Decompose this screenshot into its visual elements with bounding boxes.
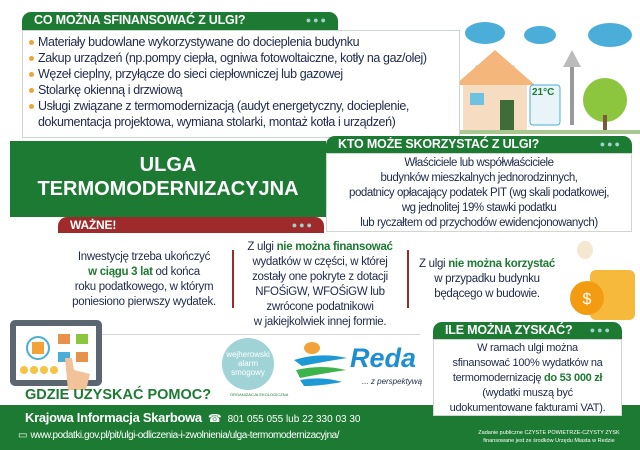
- tablet-icon: [10, 318, 105, 390]
- list-item: Węzeł cieplny, przyłącze do sieci ciepłowniczej lub gazowej: [29, 66, 459, 82]
- main-title: [10, 141, 326, 217]
- footer-url-row: [18, 430, 339, 441]
- text-line: w przypadku budynku: [434, 273, 540, 285]
- finance-header: [22, 12, 338, 30]
- footer-org: Krajowa Informacja Skarbowa: [25, 410, 202, 425]
- footer-note: [462, 429, 636, 445]
- finance-list: [22, 30, 460, 138]
- reda-logo-icon: [292, 340, 350, 388]
- reda-subtitle: ... z perspektywą: [362, 377, 423, 386]
- footer-contact-row: [25, 410, 360, 425]
- gain-body: [433, 339, 622, 416]
- text-line: udokumentowane fakturami VAT).: [449, 402, 606, 414]
- note-line: Zadanie publiczne CZYSTE POWIETRZE-CZYSTY ZYSK: [478, 430, 620, 436]
- important-col3: [411, 257, 563, 302]
- text-line: sfinansować 100% wydatków na: [452, 357, 603, 369]
- dots-icon: ●●●: [291, 220, 314, 230]
- divider: [232, 250, 234, 308]
- text-line: podatnicy opłacający podatek PIT (wg skali podatkowej,: [349, 187, 609, 199]
- alarm-smogowy-logo: [222, 338, 274, 390]
- title-line: ULGA: [139, 154, 197, 176]
- list-item: Zakup urządzeń (np.pompy ciepła, ogniwa fotowoltaiczne, kotły na gaz/olej): [29, 50, 459, 66]
- who-body: [326, 153, 632, 232]
- highlight: nie można korzystać: [448, 258, 555, 270]
- note-line: finansowane jest ze środków Urzędu Miasta w Redzie: [483, 438, 615, 444]
- text-line: zwrócone podatnikowi: [266, 301, 374, 313]
- highlight: w ciągu 3 lat: [88, 266, 153, 278]
- text-line: poniesiono pierwszy wydatek.: [72, 296, 216, 308]
- gain-title: ILE MOŻNA ZYSKAĆ?: [445, 323, 573, 337]
- who-header: [326, 136, 632, 153]
- text-line: W ramach ulgi można: [477, 342, 578, 354]
- divider: [100, 334, 420, 335]
- phone-icon: ☎: [207, 413, 222, 425]
- computer-icon: ▭: [18, 430, 28, 441]
- svg-text:$: $: [582, 291, 592, 308]
- important-title: WAŻNE!: [70, 218, 117, 232]
- house-illustration: [455, 5, 640, 140]
- important-header: [58, 217, 324, 233]
- divider: [407, 250, 409, 308]
- text-line: Inwestycję trzeba ukończyć: [77, 251, 211, 263]
- list-item: Stolarkę okienną i drzwiową: [29, 82, 459, 98]
- footer-url[interactable]: www.podatki.gov.pl/pit/ulgi-odliczenia-i-zwolnienia/ulga-termomodernizacyjna/: [30, 430, 340, 441]
- text-line: zostały one pokryte z dotacji: [252, 271, 388, 283]
- text-line: termomodernizację: [452, 372, 545, 384]
- logo-text: wejherowski alarm smogowy: [226, 350, 270, 377]
- dots-icon: ●●●: [305, 15, 328, 25]
- text-line: (wydatki muszą być: [482, 387, 573, 399]
- title-line: TERMOMODERNIZACYJNA: [37, 178, 299, 200]
- text-line: wydatków w części, w której: [252, 256, 388, 268]
- text-line: Z ulgi: [418, 258, 449, 270]
- dots-icon: ●●●: [599, 139, 622, 149]
- dots-icon: ●●●: [589, 325, 612, 335]
- finance-title: CO MOŻNA SFINANSOWAĆ Z ULGI?: [34, 13, 246, 27]
- text-line: będącego w budowie.: [434, 288, 540, 300]
- who-title: KTO MOŻE SKORZYSTAĆ Z ULGI?: [338, 137, 540, 151]
- reda-logo-text: Reda: [350, 343, 417, 373]
- text-line: budynków mieszkalnych jednorodzinnych,: [380, 172, 578, 184]
- thermometer-reading: 21°C: [532, 87, 555, 98]
- important-col1: [60, 250, 228, 310]
- list-item: Materiały budowlane wykorzystywane do docieplenia budynku: [29, 34, 459, 50]
- important-col2: [236, 240, 404, 330]
- highlight: do 53 000 zł: [544, 372, 603, 384]
- text-line: roku podatkowego, w którym: [74, 281, 214, 293]
- text-line: w jakiejkolwiek innej formie.: [253, 316, 387, 328]
- text-line: wg jednolitej 19% stawki podatku: [401, 202, 557, 214]
- gain-header: [433, 322, 622, 339]
- text-line: Z ulgi: [247, 241, 277, 253]
- text-line: od końca: [152, 266, 200, 278]
- text-line: NFOŚiGW, WFOŚiGW lub: [255, 286, 385, 298]
- help-title: GDZIE UZYSKAĆ POMOC?: [25, 387, 212, 403]
- highlight: nie można finansować: [276, 241, 393, 253]
- coins-icon: [565, 240, 640, 320]
- alarm-subtitle: ORGANIZACJA EKOLOGICZNA: [230, 392, 289, 397]
- list-item: Usługi związane z termomodernizacją (audyt energetyczny, docieplenie, dokumentacja projektowa, wymiana stolarki, montaż kotła i urządzeń): [29, 98, 459, 130]
- text-line: Właściciele lub współwłaściciele: [404, 157, 554, 169]
- text-line: lub ryczałtem od przychodów ewidencjonowanych): [360, 217, 598, 229]
- footer-phone: 801 055 055 lub 22 330 03 30: [227, 414, 361, 425]
